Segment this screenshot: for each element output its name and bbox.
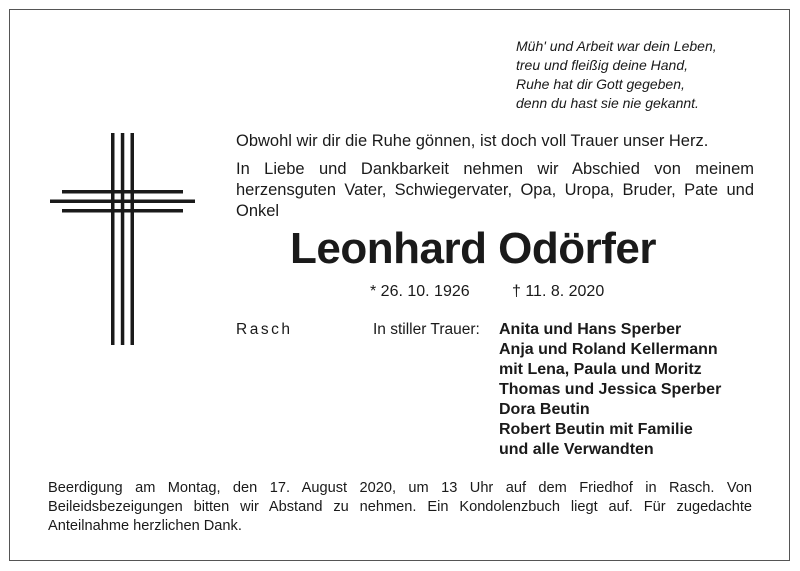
cross-icon — [50, 133, 195, 345]
list-item: Anita und Hans Sperber — [499, 321, 682, 338]
mourners-list — [499, 320, 721, 460]
mourning-label: In stiller Trauer: — [373, 321, 480, 338]
deceased-name: Leonhard Odörfer — [290, 224, 657, 273]
poem — [516, 37, 717, 113]
list-item: Anja und Roland Kellermann — [499, 341, 718, 358]
place-name: Rasch — [236, 321, 293, 338]
poem-line: Müh' und Arbeit war dein Leben, — [516, 38, 717, 54]
list-item: mit Lena, Paula und Moritz — [499, 361, 702, 378]
poem-line: Ruhe hat dir Gott gegeben, — [516, 76, 685, 92]
birth-date: * 26. 10. 1926 — [370, 283, 470, 300]
list-item: Dora Beutin — [499, 401, 590, 418]
poem-line: denn du hast sie nie gekannt. — [516, 95, 699, 111]
death-date: † 11. 8. 2020 — [512, 283, 605, 300]
intro-line: Obwohl wir dir die Ruhe gönnen, ist doch voll Trauer unser Herz. — [236, 132, 709, 150]
poem-line: treu und fleißig deine Hand, — [516, 57, 688, 73]
farewell-text: In Liebe und Dankbarkeit nehmen wir Abschied von meinem herzensguten Vater, Schwiegervater, Opa, Uropa, Bruder, Pate und Onkel — [236, 160, 754, 220]
list-item: Robert Beutin mit Familie — [499, 421, 693, 438]
list-item: Thomas und Jessica Sperber — [499, 381, 722, 398]
funeral-notice: Beerdigung am Montag, den 17. August 2020, um 13 Uhr auf dem Friedhof in Rasch. Von Beileidsbezeigungen bitten wir Abstand zu nehmen. Ein Kondolenzbuch liegt auf. Für zugedachte Anteilnahme herzlichen Dank. — [48, 480, 752, 534]
list-item: und alle Verwandten — [499, 441, 654, 458]
